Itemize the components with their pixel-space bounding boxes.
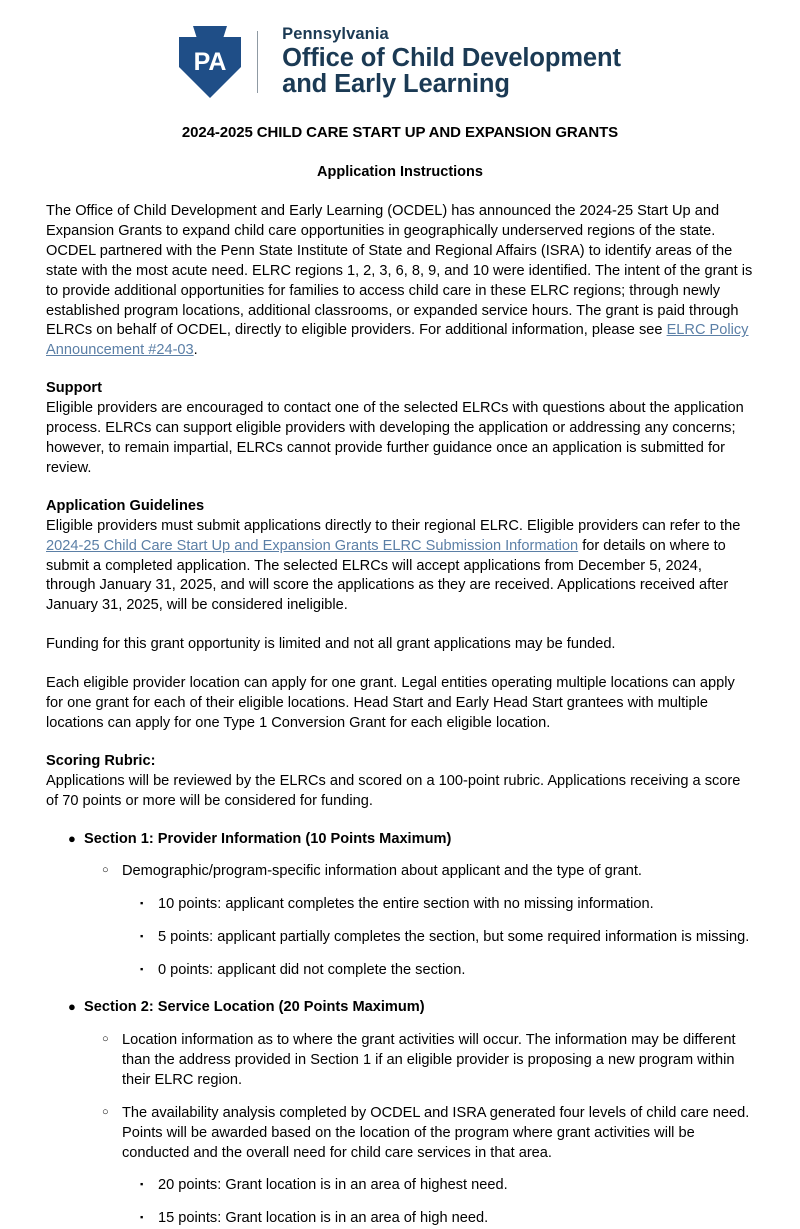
bullet-circle-icon: ○ xyxy=(102,864,109,877)
rubric-points-text: 5 points: applicant partially completes the section, but some required information is missing. xyxy=(158,929,750,946)
funding-paragraph: Funding for this grant opportunity is limited and not all grant applications may be funded. xyxy=(46,636,616,653)
rubric-points-text: 15 points: Grant location is in an area of high need. xyxy=(158,1210,489,1227)
wordmark-line-2: Office of Child Development xyxy=(282,43,621,72)
rubric-points-list xyxy=(122,895,754,981)
rubric-criterion-item xyxy=(84,1031,754,1091)
rubric-points-item xyxy=(122,1209,754,1229)
scoring-rubric-paragraph: Applications will be reviewed by the ELRCs and scored on a 100-point rubric. Applications receiving a score of 70 points or more will be considered for funding. xyxy=(46,772,741,809)
application-guidelines-paragraph xyxy=(46,517,754,617)
page-subtitle: Application Instructions xyxy=(317,164,483,180)
rubric-points-text: 20 points: Grant location is in an area of highest need. xyxy=(158,1177,508,1194)
rubric-criterion-item xyxy=(84,1104,754,1229)
rubric-section-title: Section 2: Service Location (20 Points Maximum) xyxy=(84,999,425,1016)
rubric-section-item xyxy=(46,830,754,982)
rubric-points-item xyxy=(122,928,754,948)
rubric-points-text: 10 points: applicant completes the entire section with no missing information. xyxy=(158,896,654,913)
bullet-square-icon: ▪ xyxy=(140,898,144,910)
rubric-criterion-item xyxy=(84,862,754,981)
support-paragraph: Eligible providers are encouraged to contact one of the selected ELRCs with questions about the application process. ELRCs can support eligible providers with developing the application or addressing any concerns; however, to remain impartial, ELRCs cannot provide further guidance once an application is submitted for review. xyxy=(46,400,744,476)
rubric-sections-list xyxy=(46,830,754,1229)
bullet-square-icon: ▪ xyxy=(140,931,144,943)
bullet-circle-icon: ○ xyxy=(102,1105,109,1118)
bullet-square-icon: ▪ xyxy=(140,1212,144,1224)
agency-logo xyxy=(46,0,754,102)
document-body xyxy=(46,202,754,1229)
rubric-criterion-text: Demographic/program-specific information about applicant and the type of grant. xyxy=(122,863,642,880)
guidelines-text-before-link: Eligible providers must submit applications directly to their regional ELRC. Eligible providers can refer to the xyxy=(46,517,741,534)
support-heading: Support xyxy=(46,380,102,397)
intro-text-after-link: . xyxy=(193,342,198,359)
intro-text-before-link: The Office of Child Development and Early Learning (OCDEL) has announced the 2024-25 Start Up and Expansion Grants to expand child care opportunities in geographically underserved regions of the state. OCDEL partnered with the Penn State Institute of State and Regional Affairs (ISRA) to identify areas of the state with the most acute need. ELRC regions 1, 2, 3, 6, 8, 9, and 10 were identified. The intent of the grant is to provide additional opportunities for families to access child care in these ELRC regions; through newly established program locations, additional classrooms, or expanded service hours. The grant is paid through ELRCs on behalf of OCDEL, directly to eligible providers. For additional information, please see xyxy=(46,203,753,339)
elrc-submission-information-link[interactable]: 2024-25 Child Care Start Up and Expansion Grants ELRC Submission Information xyxy=(46,537,579,554)
rubric-points-list xyxy=(122,1176,754,1229)
rubric-criteria-list xyxy=(84,1031,754,1229)
rubric-section-title: Section 1: Provider Information (10 Points Maximum) xyxy=(84,830,452,847)
bullet-disc-icon: ● xyxy=(68,999,76,1015)
rubric-points-item xyxy=(122,961,754,981)
wordmark-line-1: Pennsylvania xyxy=(282,25,389,44)
rubric-criterion-text: The availability analysis completed by OCDEL and ISRA generated four levels of child care need. Points will be awarded based on the location of the program where grant activities will be conducted and the overall need for child care services in that area. xyxy=(122,1104,750,1161)
rubric-points-item xyxy=(122,895,754,915)
logo-divider xyxy=(257,31,258,93)
rubric-points-text: 0 points: applicant did not complete the section. xyxy=(158,962,466,979)
elrc-policy-announcement-link[interactable]: ELRC Policy Announcement #24-03 xyxy=(46,322,749,359)
rubric-criterion-text: Location information as to where the grant activities will occur. The information may be different than the address provided in Section 1 if an eligible provider is proposing a new program within their ELRC region. xyxy=(122,1032,736,1088)
wordmark-line-3: and Early Learning xyxy=(282,70,510,99)
rubric-section-item xyxy=(46,998,754,1229)
bullet-disc-icon: ● xyxy=(68,830,76,846)
svg-text:PA: PA xyxy=(193,48,227,76)
pa-keystone-icon xyxy=(179,26,241,98)
agency-wordmark xyxy=(282,26,621,97)
scoring-rubric-heading: Scoring Rubric: xyxy=(46,752,156,769)
intro-paragraph xyxy=(46,202,754,361)
eligibility-paragraph: Each eligible provider location can apply for one grant. Legal entities operating multiple locations can apply for one grant for each of their eligible locations. Head Start and Early Head Start grantees with multiple locations can apply for one Type 1 Conversion Grant for each eligible location. xyxy=(46,675,735,731)
bullet-circle-icon: ○ xyxy=(102,1033,109,1045)
rubric-criteria-list xyxy=(84,862,754,981)
bullet-square-icon: ▪ xyxy=(140,1179,144,1191)
application-guidelines-heading: Application Guidelines xyxy=(46,497,205,514)
rubric-points-item xyxy=(122,1176,754,1196)
bullet-square-icon: ▪ xyxy=(140,964,144,976)
page-title: 2024-2025 CHILD CARE START UP AND EXPANSION GRANTS xyxy=(181,124,619,141)
guidelines-text-after-link: for details on where to submit a completed application. The selected ELRCs will accept applications from December 5, 2024, through January 31, 2025, and will score the applications as they are received. Applications received after January 31, 2025, will be considered ineligible. xyxy=(46,537,729,614)
